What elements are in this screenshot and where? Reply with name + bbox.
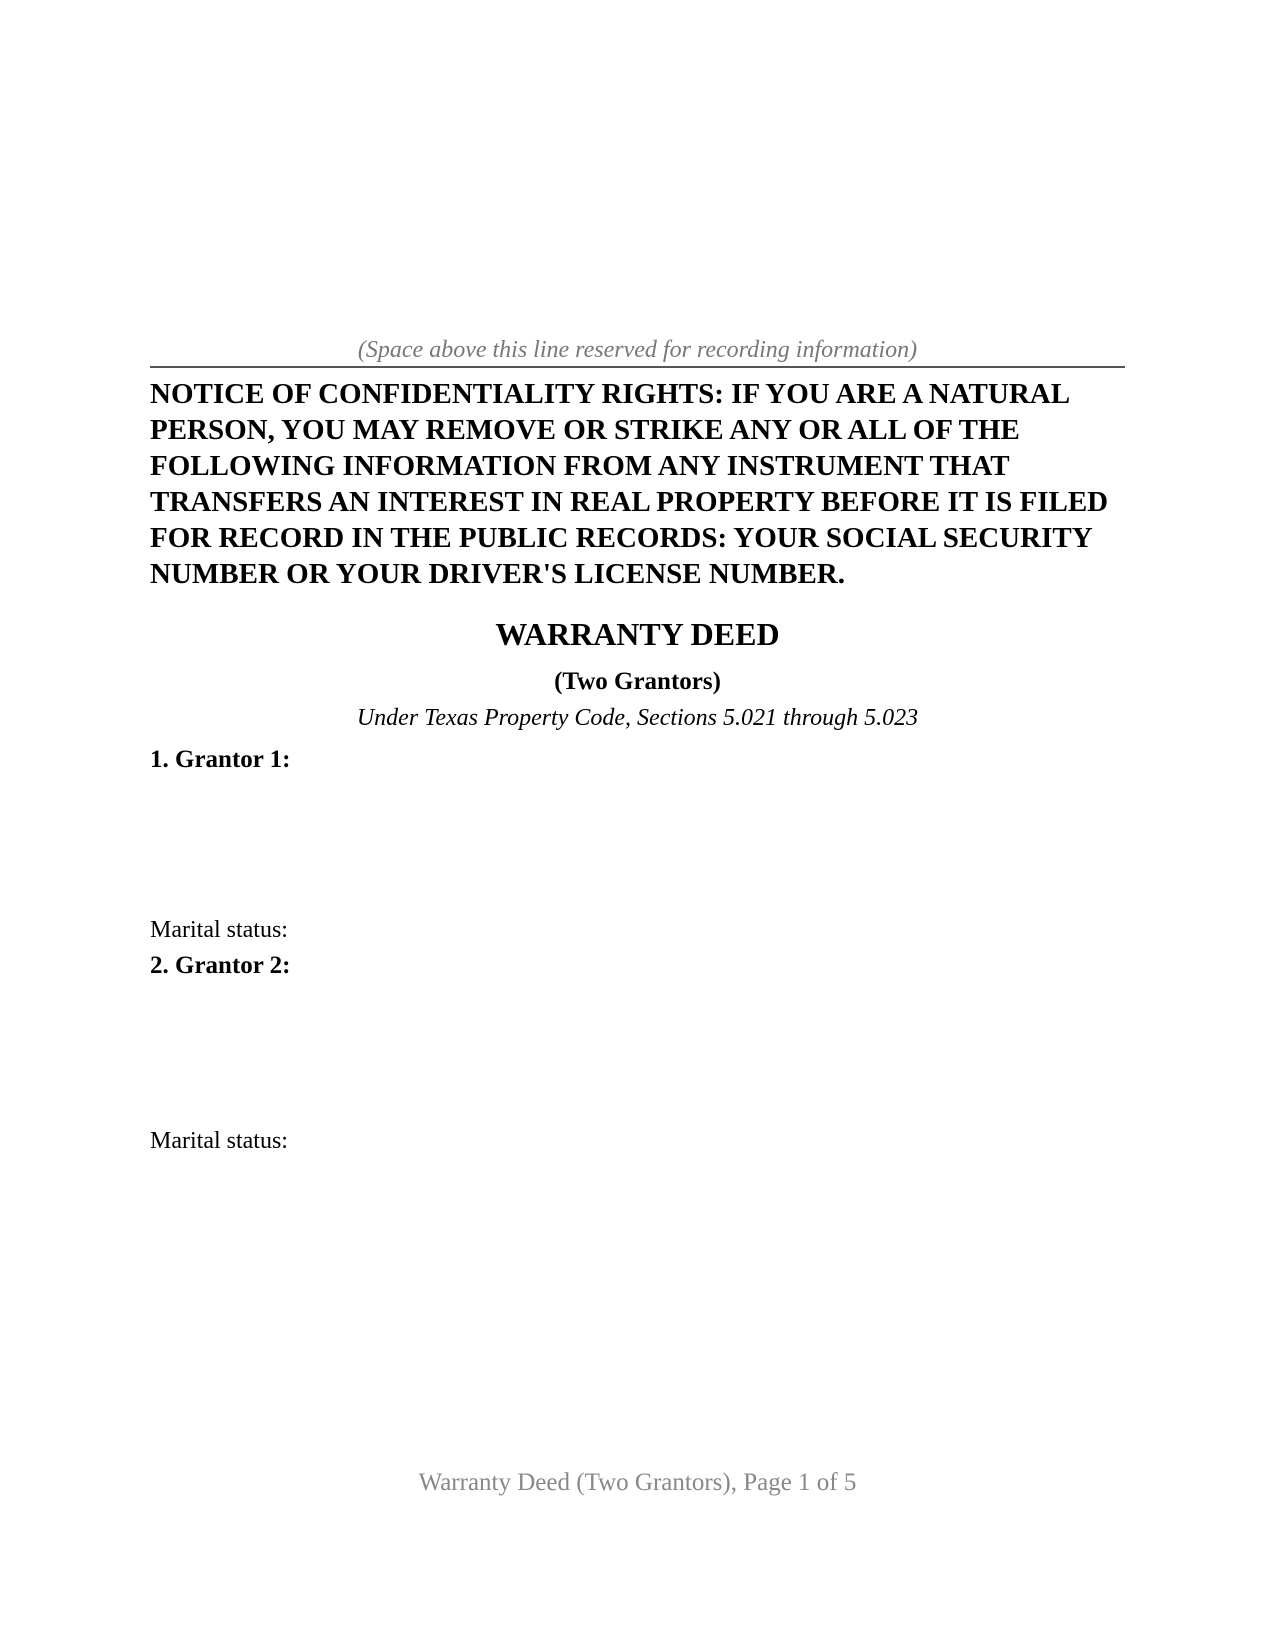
grantor-2-marital-status-label: Marital status: <box>150 1128 288 1154</box>
grantor-2-heading: 2. Grantor 2: <box>150 952 291 979</box>
document-subtitle: (Two Grantors) <box>554 668 721 695</box>
grantor-1-heading: 1. Grantor 1: <box>150 746 291 773</box>
recording-divider <box>150 366 1125 368</box>
page-footer: Warranty Deed (Two Grantors), Page 1 of 5 <box>418 1469 857 1496</box>
document-title: WARRANTY DEED <box>495 616 780 652</box>
statute-reference: Under Texas Property Code, Sections 5.021 through 5.023 <box>356 705 919 731</box>
grantor-1-marital-status-label: Marital status: <box>150 917 288 943</box>
confidentiality-notice: NOTICE OF CONFIDENTIALITY RIGHTS: IF YOU ARE A NATURAL PERSON, YOU MAY REMOVE OR STRIKE ANY OR ALL OF THE FOLLOWING INFORMATION FROM ANY INSTRUMENT THAT TRANSFERS AN INTEREST IN REAL PROPERTY BEFORE IT IS FILED FOR RECORD IN THE PUBLIC RECORDS: YOUR SOCIAL SECURITY NUMBER OR YOUR DRIVER'S LICENSE NUMBER. <box>150 378 1109 590</box>
recording-note: (Space above this line reserved for recording information) <box>357 337 918 363</box>
